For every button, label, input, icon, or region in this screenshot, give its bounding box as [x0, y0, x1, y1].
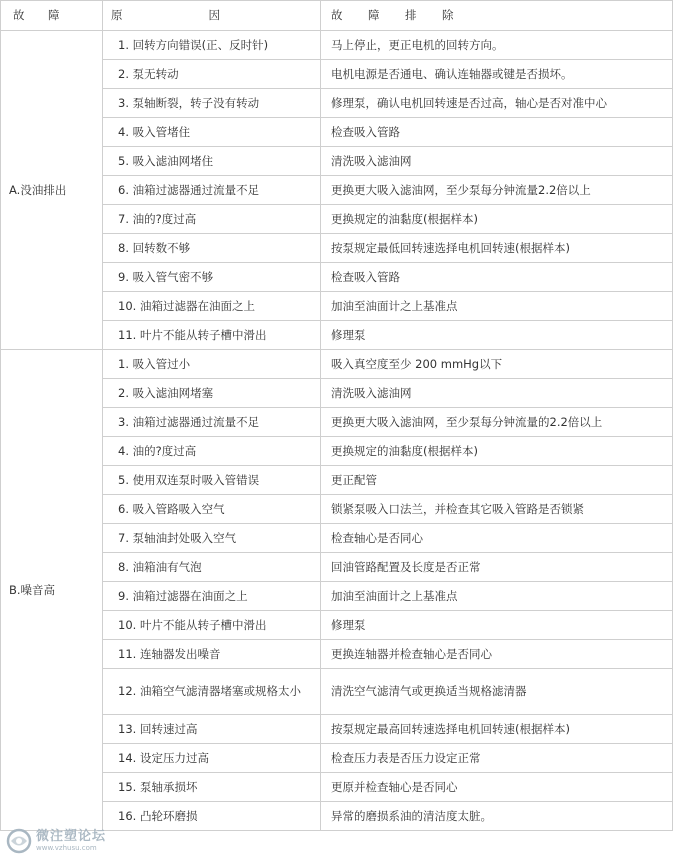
fix-cell: 清洗吸入滤油网: [321, 379, 673, 408]
cause-cell: 4. 油的?度过高: [103, 437, 321, 466]
fault-category: A.没油排出: [1, 31, 103, 350]
fix-cell: 检查吸入管路: [321, 118, 673, 147]
cause-cell: 2. 泵无转动: [103, 60, 321, 89]
header-fix: 故 障 排 除: [321, 1, 673, 31]
cause-cell: 12. 油箱空气滤清器堵塞或规格太小: [103, 669, 321, 715]
fix-cell: 清洗空气滤清气或更换适当规格滤清器: [321, 669, 673, 715]
fix-cell: 加油至油面计之上基准点: [321, 292, 673, 321]
fix-cell: 异常的磨损系油的清洁度太脏。: [321, 802, 673, 831]
cause-cell: 5. 吸入滤油网堵住: [103, 147, 321, 176]
fix-cell: 修理泵: [321, 321, 673, 350]
cause-cell: 11. 连轴器发出噪音: [103, 640, 321, 669]
fix-cell: 更换规定的油黏度(根据样本): [321, 437, 673, 466]
table-header-row: [1, 1, 673, 31]
cause-cell: 11. 叶片不能从转子槽中滑出: [103, 321, 321, 350]
cause-cell: 9. 吸入管气密不够: [103, 263, 321, 292]
cause-cell: 4. 吸入管堵住: [103, 118, 321, 147]
cause-cell: 6. 吸入管路吸入空气: [103, 495, 321, 524]
cause-cell: 10. 油箱过滤器在油面之上: [103, 292, 321, 321]
fix-cell: 修理泵，确认电机回转速是否过高，轴心是否对准中心: [321, 89, 673, 118]
watermark-url: www.vzhusu.com: [36, 843, 97, 852]
cause-cell: 14. 设定压力过高: [103, 744, 321, 773]
table-row: [1, 31, 673, 60]
cause-cell: 9. 油箱过滤器在油面之上: [103, 582, 321, 611]
fault-category: B.噪音高: [1, 350, 103, 831]
fix-cell: 检查轴心是否同心: [321, 524, 673, 553]
fix-cell: 按泵规定最低回转速选择电机回转速(根据样本): [321, 234, 673, 263]
fix-cell: 马上停止，更正电机的回转方向。: [321, 31, 673, 60]
cause-cell: 8. 回转数不够: [103, 234, 321, 263]
cause-cell: 1. 回转方向错误(正、反时针): [103, 31, 321, 60]
fix-cell: 更换更大吸入滤油网，至少泵每分钟流量2.2倍以上: [321, 176, 673, 205]
cause-cell: 1. 吸入管过小: [103, 350, 321, 379]
watermark-name: 微注塑论坛: [36, 828, 107, 844]
cause-cell: 15. 泵轴承损坏: [103, 773, 321, 802]
cause-cell: 8. 油箱油有气泡: [103, 553, 321, 582]
fix-cell: 检查压力表是否压力设定正常: [321, 744, 673, 773]
cause-cell: 6. 油箱过滤器通过流量不足: [103, 176, 321, 205]
fix-cell: 更原并检查轴心是否同心: [321, 773, 673, 802]
fix-cell: 电机电源是否通电、确认连轴器或键是否损坏。: [321, 60, 673, 89]
fix-cell: 检查吸入管路: [321, 263, 673, 292]
forum-logo-icon: [6, 828, 32, 854]
header-cause: 原 因: [103, 1, 321, 31]
cause-cell: 13. 回转速过高: [103, 715, 321, 744]
fix-cell: 更换更大吸入滤油网，至少泵每分钟流量的2.2倍以上: [321, 408, 673, 437]
cause-cell: 16. 凸轮环磨损: [103, 802, 321, 831]
fix-cell: 加油至油面计之上基准点: [321, 582, 673, 611]
fix-cell: 锁紧泵吸入口法兰，并检查其它吸入管路是否锁紧: [321, 495, 673, 524]
fix-cell: 更换连轴器并检查轴心是否同心: [321, 640, 673, 669]
fix-cell: 按泵规定最高回转速选择电机回转速(根据样本): [321, 715, 673, 744]
cause-cell: 3. 油箱过滤器通过流量不足: [103, 408, 321, 437]
cause-cell: 3. 泵轴断裂，转子没有转动: [103, 89, 321, 118]
table-row: [1, 350, 673, 379]
fix-cell: 回油管路配置及长度是否正常: [321, 553, 673, 582]
fix-cell: 清洗吸入滤油网: [321, 147, 673, 176]
cause-cell: 7. 泵轴油封处吸入空气: [103, 524, 321, 553]
fix-cell: 吸入真空度至少 200 mmHg以下: [321, 350, 673, 379]
cause-cell: 10. 叶片不能从转子槽中滑出: [103, 611, 321, 640]
cause-cell: 5. 使用双连泵时吸入管错误: [103, 466, 321, 495]
site-watermark: [6, 826, 116, 856]
cause-cell: 7. 油的?度过高: [103, 205, 321, 234]
fix-cell: 修理泵: [321, 611, 673, 640]
fix-cell: 更换规定的油黏度(根据样本): [321, 205, 673, 234]
fix-cell: 更正配管: [321, 466, 673, 495]
cause-cell: 2. 吸入滤油网堵塞: [103, 379, 321, 408]
header-fault: 故 障: [1, 1, 103, 31]
